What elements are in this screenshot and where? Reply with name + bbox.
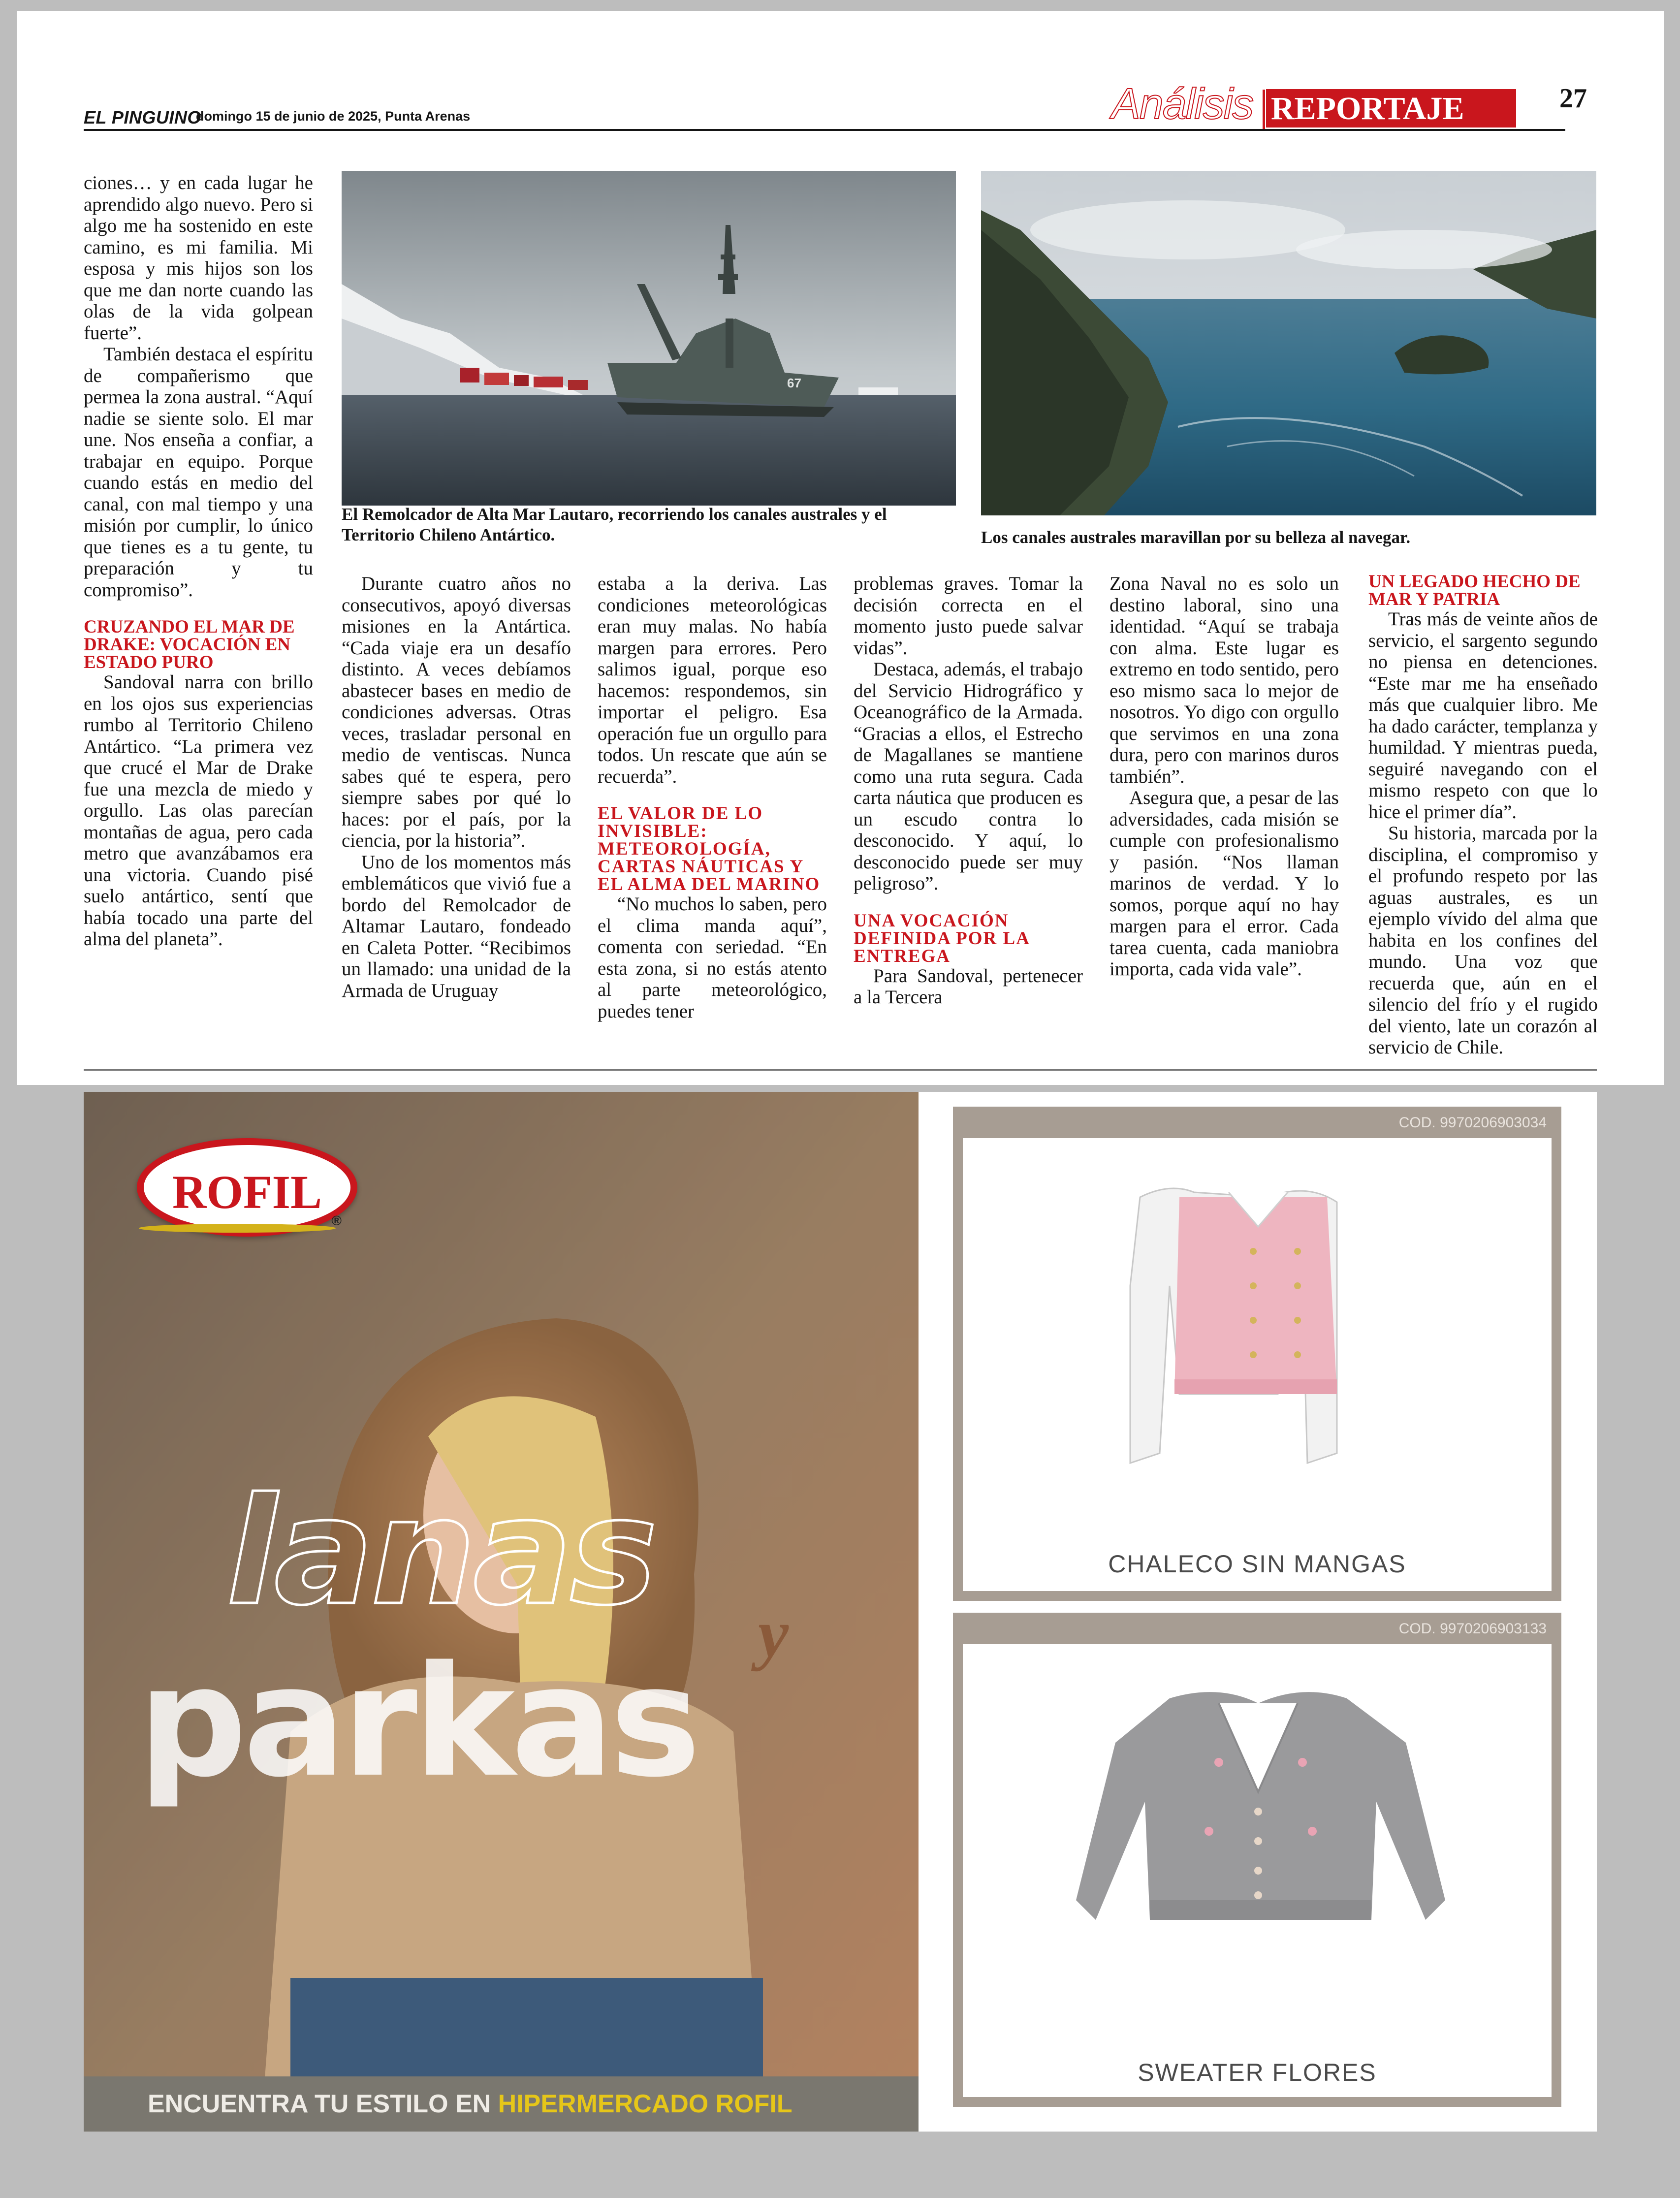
section-separator <box>1263 90 1265 129</box>
registered-mark: ® <box>331 1213 342 1228</box>
rofil-logo <box>137 1138 357 1237</box>
channels-photo-caption: Los canales australes maravillan por su belleza al navegar. <box>981 528 1411 547</box>
paragraph: Para Sandoval, pertenecer a la Tercera <box>854 965 1083 1008</box>
product-code: COD. 9970206903034 <box>1398 1115 1547 1131</box>
product-code: COD. 9970206903133 <box>1398 1621 1547 1637</box>
paragraph: Durante cuatro años no consecutivos, apoyó diversas misiones en la Antártica. “Cada viaje era un desafío distinto. A veces debíamos abastecer bases en medio de condiciones adversas. Otras veces, trasladar personal en medio de ventiscas. Nunca sabes qué te espera, pero siempre sabes por qué lo haces: por el país, por la ciencia, por la historia”. <box>342 573 571 851</box>
channels-photo <box>981 171 1596 515</box>
ad-hero-panel <box>84 1092 919 2132</box>
section-tag: Análisis <box>1111 79 1253 128</box>
subheading: UNA VOCACIÓN DEFINIDA POR LA ENTREGA <box>854 910 1029 966</box>
ad-title-y: y <box>758 1595 789 1672</box>
rofil-advertisement <box>84 1092 1597 2132</box>
article-column-3 <box>598 573 827 1022</box>
bottom-rule <box>84 1069 1597 1071</box>
page-number: 27 <box>1559 83 1587 114</box>
ad-title-lanas: lanas <box>226 1466 655 1638</box>
product-image-sweater <box>963 1644 1552 2097</box>
section-title: REPORTAJE <box>1266 89 1516 127</box>
ad-footer-highlight: HIPERMERCADO ROFIL <box>498 2090 792 2118</box>
subheading: CRUZANDO EL MAR DE DRAKE: VOCACIÓN EN ESTADO PURO <box>84 617 295 672</box>
rofil-logo-text: ROFIL <box>172 1166 322 1218</box>
paragraph: problemas graves. Tomar la decisión correcta en el momento justo puede salvar vidas”. <box>854 573 1083 659</box>
ship-photo-caption: El Remolcador de Alta Mar Lautaro, recorriendo los canales australes y el Territorio Chileno Antártico. <box>342 505 887 544</box>
article-column-1 <box>84 172 313 950</box>
paragraph: estaba a la deriva. Las condiciones meteorológicas eran muy malas. No había margen para errores. Pero salimos igual, porque eso hacemos: respondemos, sin importar el peligro. Esa operación fue un orgullo para todos. Un rescate que aún se recuerda”. <box>598 573 827 787</box>
ad-products-panel <box>919 1092 1597 2132</box>
product-card-sweater <box>953 1613 1561 2107</box>
subheading: EL VALOR DE LO INVISIBLE: METEOROLOGÍA, CARTAS NÁUTICAS Y EL ALMA DEL MARINO <box>598 803 821 894</box>
product-card-chaleco <box>953 1107 1561 1601</box>
paragraph: ciones… y en cada lugar he aprendido algo nuevo. Pero si algo me ha sostenido en este camino, es mi familia. Mi esposa y mis hijos son los que me dan norte cuando las olas de la vida golpean fuerte”. <box>84 172 313 344</box>
ship-photo <box>342 171 956 506</box>
ad-footer-text <box>148 2089 792 2119</box>
product-image-chaleco <box>963 1138 1552 1591</box>
article-column-2 <box>342 573 571 1001</box>
publication-name: EL PINGUINO <box>84 107 201 127</box>
paragraph: Asegura que, a pesar de las adversidades, cada misión se cumple con profesionalismo y pasión. “Nos llaman marinos de verdad. Y lo somos, porque aquí no hay margen para el error. Cada tarea cuenta, cada maniobra importa, cada vida vale”. <box>1109 787 1339 980</box>
paragraph: Uno de los momentos más emblemáticos que vivió fue a bordo del Remolcador de Altamar Lautaro, fondeado en Caleta Potter. “Recibimos un llamado: una unidad de la Armada de Uruguay <box>342 851 571 1001</box>
article-column-6 <box>1368 573 1598 1058</box>
header-rule <box>84 129 1565 131</box>
logo-swoosh <box>139 1224 336 1233</box>
paragraph: Zona Naval no es solo un destino laboral, sino una identidad. “Aquí se trabaja con alma. Este lugar es extremo en todo sentido, pero eso mismo saca lo mejor de nosotros. Yo digo con orgullo que servimos en una zona dura, pero con marinos duros también”. <box>1109 573 1339 787</box>
paragraph: “No muchos lo saben, pero el clima manda aquí”, comenta con seriedad. “En esta zona, si no estás atento al parte meteorológico, puedes tener <box>598 893 827 1022</box>
subheading: UN LEGADO HECHO DE MAR Y PATRIA <box>1368 572 1581 609</box>
ad-title-parkas: parkas <box>138 1633 697 1811</box>
ad-footer-banner <box>84 2076 919 2132</box>
product-name: CHALECO SIN MANGAS <box>1108 1550 1406 1578</box>
article-column-4 <box>854 573 1083 1008</box>
product-name: SWEATER FLORES <box>1138 2059 1377 2086</box>
paragraph: Sandoval narra con brillo en los ojos sus experiencias rumbo al Territorio Chileno Antártico. “La primera vez que crucé el Mar de Drake fue una mezcla de miedo y orgullo. Las olas parecían montañas de agua, pero cada metro que avanzábamos era una victoria. Cuando pisé suelo antártico, sentí que había tocado una parte del alma del planeta”. <box>84 671 313 950</box>
date-line: domingo 15 de junio de 2025, Punta Arenas <box>196 109 471 124</box>
ad-footer-prefix: ENCUENTRA TU ESTILO EN <box>148 2090 498 2118</box>
hull-number: 67 <box>787 376 801 390</box>
paragraph: Destaca, además, el trabajo del Servicio Hidrográfico y Oceanográfico de la Armada. “Gracias a ellos, el Estrecho de Magallanes se mantiene como una ruta segura. Cada carta náutica que producen es un escudo contra lo desconocido. Y aquí, lo desconocido puede ser muy peligroso”. <box>854 659 1083 894</box>
paragraph: Su historia, marcada por la disciplina, el compromiso y el profundo respeto por las aguas australes, es un ejemplo vívido del alma que habita en los confines del mundo. Una voz que recuerda que, aún en el silencio del frío y el rugido del viento, late un corazón al servicio de Chile. <box>1368 823 1598 1058</box>
paragraph: También destaca el espíritu de compañerismo que permea la zona austral. “Aquí nadie se siente solo. El mar une. Nos enseña a confiar, a trabajar en equipo. Porque cuando estás en medio del canal, con mal tiempo y una misión por cumplir, lo único que tienes es a tu gente, tu preparación y tu compromiso”. <box>84 344 313 601</box>
article-column-5 <box>1109 573 1339 980</box>
paragraph: Tras más de veinte años de servicio, el sargento segundo no piensa en detenciones. “Este mar me ha enseñado más que cualquier libro. Me ha dado carácter, templanza y humildad. Y mientras pueda, seguiré navegando con el mismo respeto con que lo hice el primer día”. <box>1368 608 1598 823</box>
